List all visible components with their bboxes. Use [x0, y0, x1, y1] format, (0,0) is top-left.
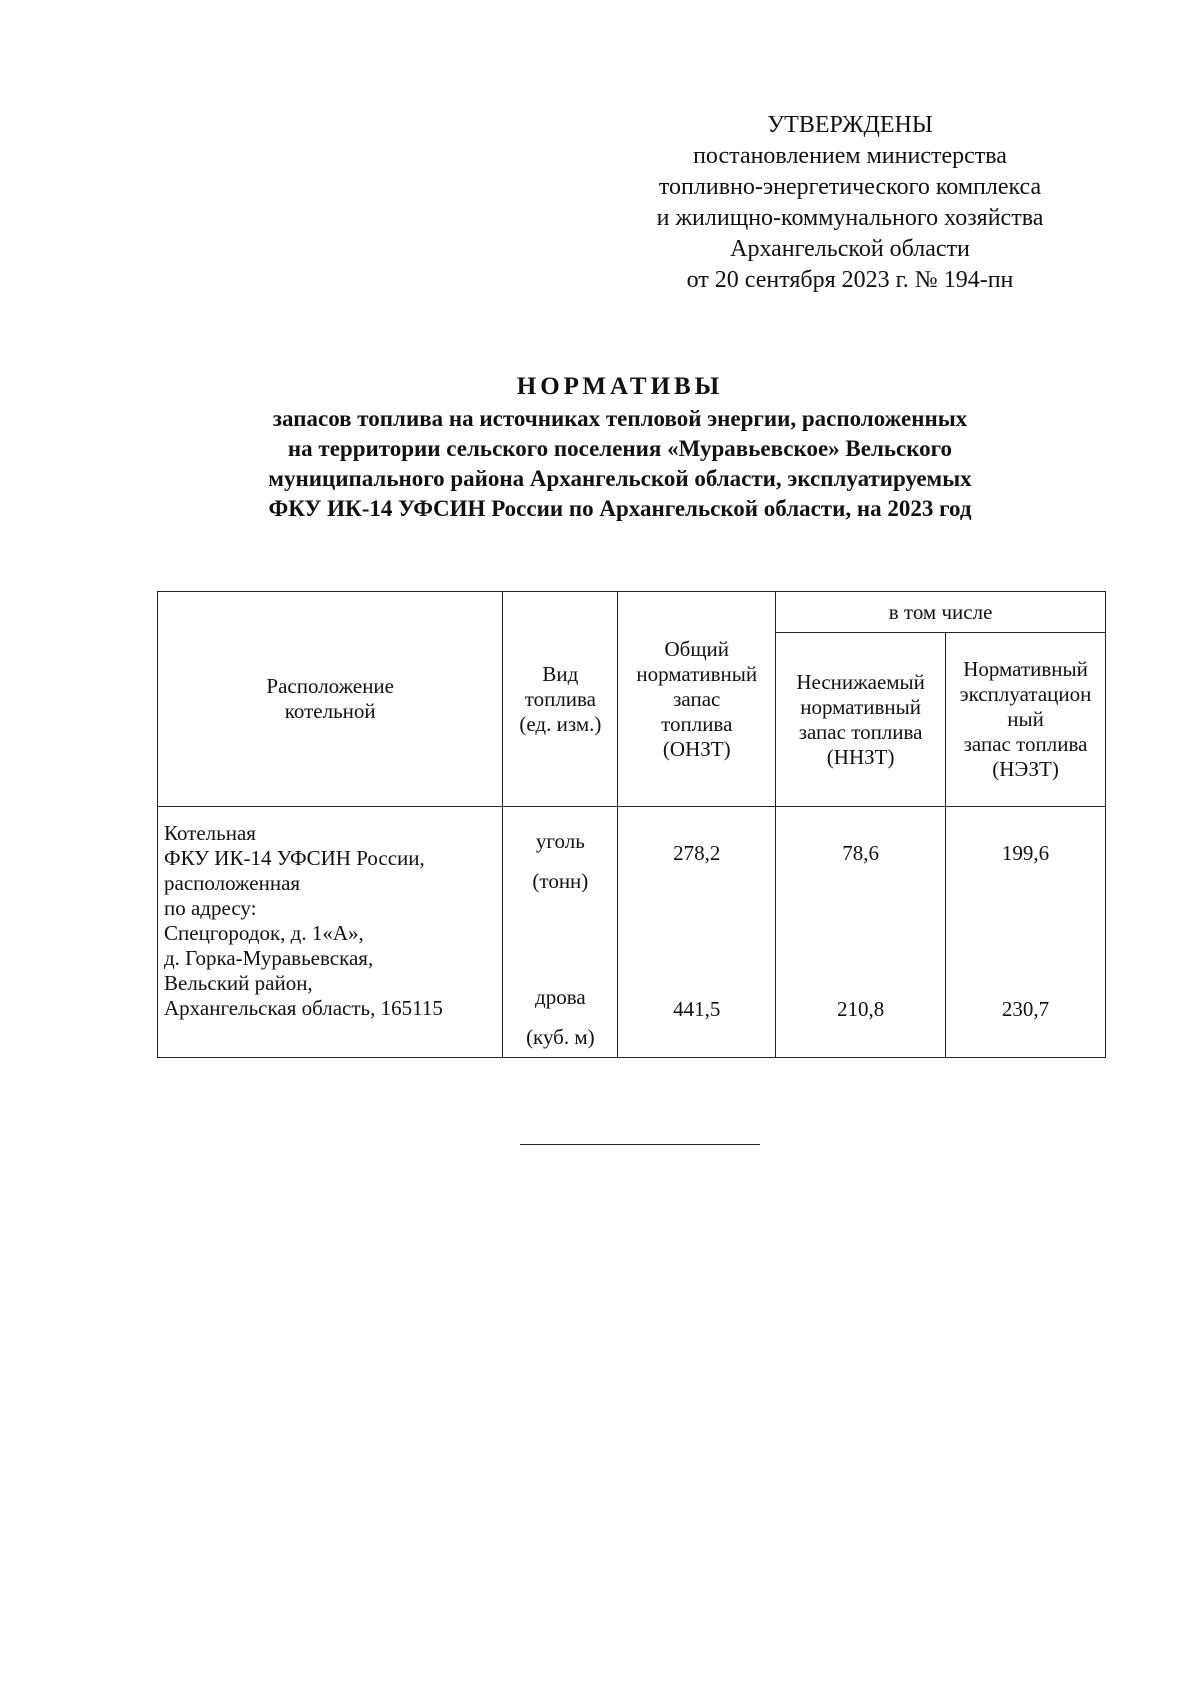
nezt-cell	[946, 807, 1106, 1058]
fuel-unit: (тонн)	[532, 869, 589, 893]
title-subtitle-line: запасов топлива на источниках тепловой энергии, расположенных	[272, 406, 968, 431]
header-fuel-type: Вид топлива (ед. изм.)	[503, 592, 618, 807]
title-subtitle-line: на территории сельского поселения «Муравьевское» Вельского	[287, 436, 953, 461]
nezt-value: 230,7	[1001, 997, 1050, 1021]
fuel-name: дрова	[535, 985, 586, 1009]
approval-line: и жилищно-коммунального хозяйства	[656, 205, 1044, 231]
fuel-unit: (куб. м)	[526, 1025, 595, 1049]
approval-line: Архангельской области	[730, 236, 970, 262]
approval-line: постановлением министерства	[693, 143, 1007, 169]
document-title	[150, 372, 1090, 524]
nnzt-value: 78,6	[842, 841, 879, 865]
title-subtitle-line: ФКУ ИК-14 УФСИН России по Архангельской области, на 2023 год	[268, 496, 972, 521]
fuel-name: уголь	[535, 829, 585, 853]
title-subtitle-line: муниципального района Архангельской области, эксплуатируемых	[268, 466, 972, 491]
header-location: Расположение котельной	[158, 592, 503, 807]
norms-table	[157, 591, 1106, 1058]
header-including: в том числе	[776, 592, 1106, 633]
onzt-cell	[618, 807, 776, 1058]
header-nezt: Нормативный эксплуатацион ный запас топлива (НЭЗТ)	[946, 633, 1106, 807]
approval-line: топливно-энергетического комплекса	[658, 174, 1042, 200]
closing-rule	[520, 1144, 760, 1145]
location-cell: Котельная ФКУ ИК-14 УФСИН России, расположенная по адресу: Спецгородок, д. 1«А», д. Горка-Муравьевская, Вельский район, Архангельская область, 165115	[158, 807, 503, 1058]
nezt-value: 199,6	[1001, 841, 1050, 865]
approval-block	[600, 110, 1100, 296]
nnzt-cell	[776, 807, 946, 1058]
header-nnzt: Неснижаемый нормативный запас топлива (ННЗТ)	[776, 633, 946, 807]
title-main: НОРМАТИВЫ	[516, 373, 724, 400]
nnzt-value: 210,8	[837, 997, 885, 1021]
onzt-value: 441,5	[673, 997, 721, 1021]
table-row	[158, 807, 1106, 1058]
approval-date-number: от 20 сентября 2023 г. № 194-пн	[686, 267, 1014, 293]
approval-heading: УТВЕРЖДЕНЫ	[767, 112, 933, 138]
onzt-value: 278,2	[673, 841, 721, 865]
header-total-reserve: Общий нормативный запас топлива (ОНЗТ)	[618, 592, 776, 807]
fuel-type-cell	[503, 807, 618, 1058]
